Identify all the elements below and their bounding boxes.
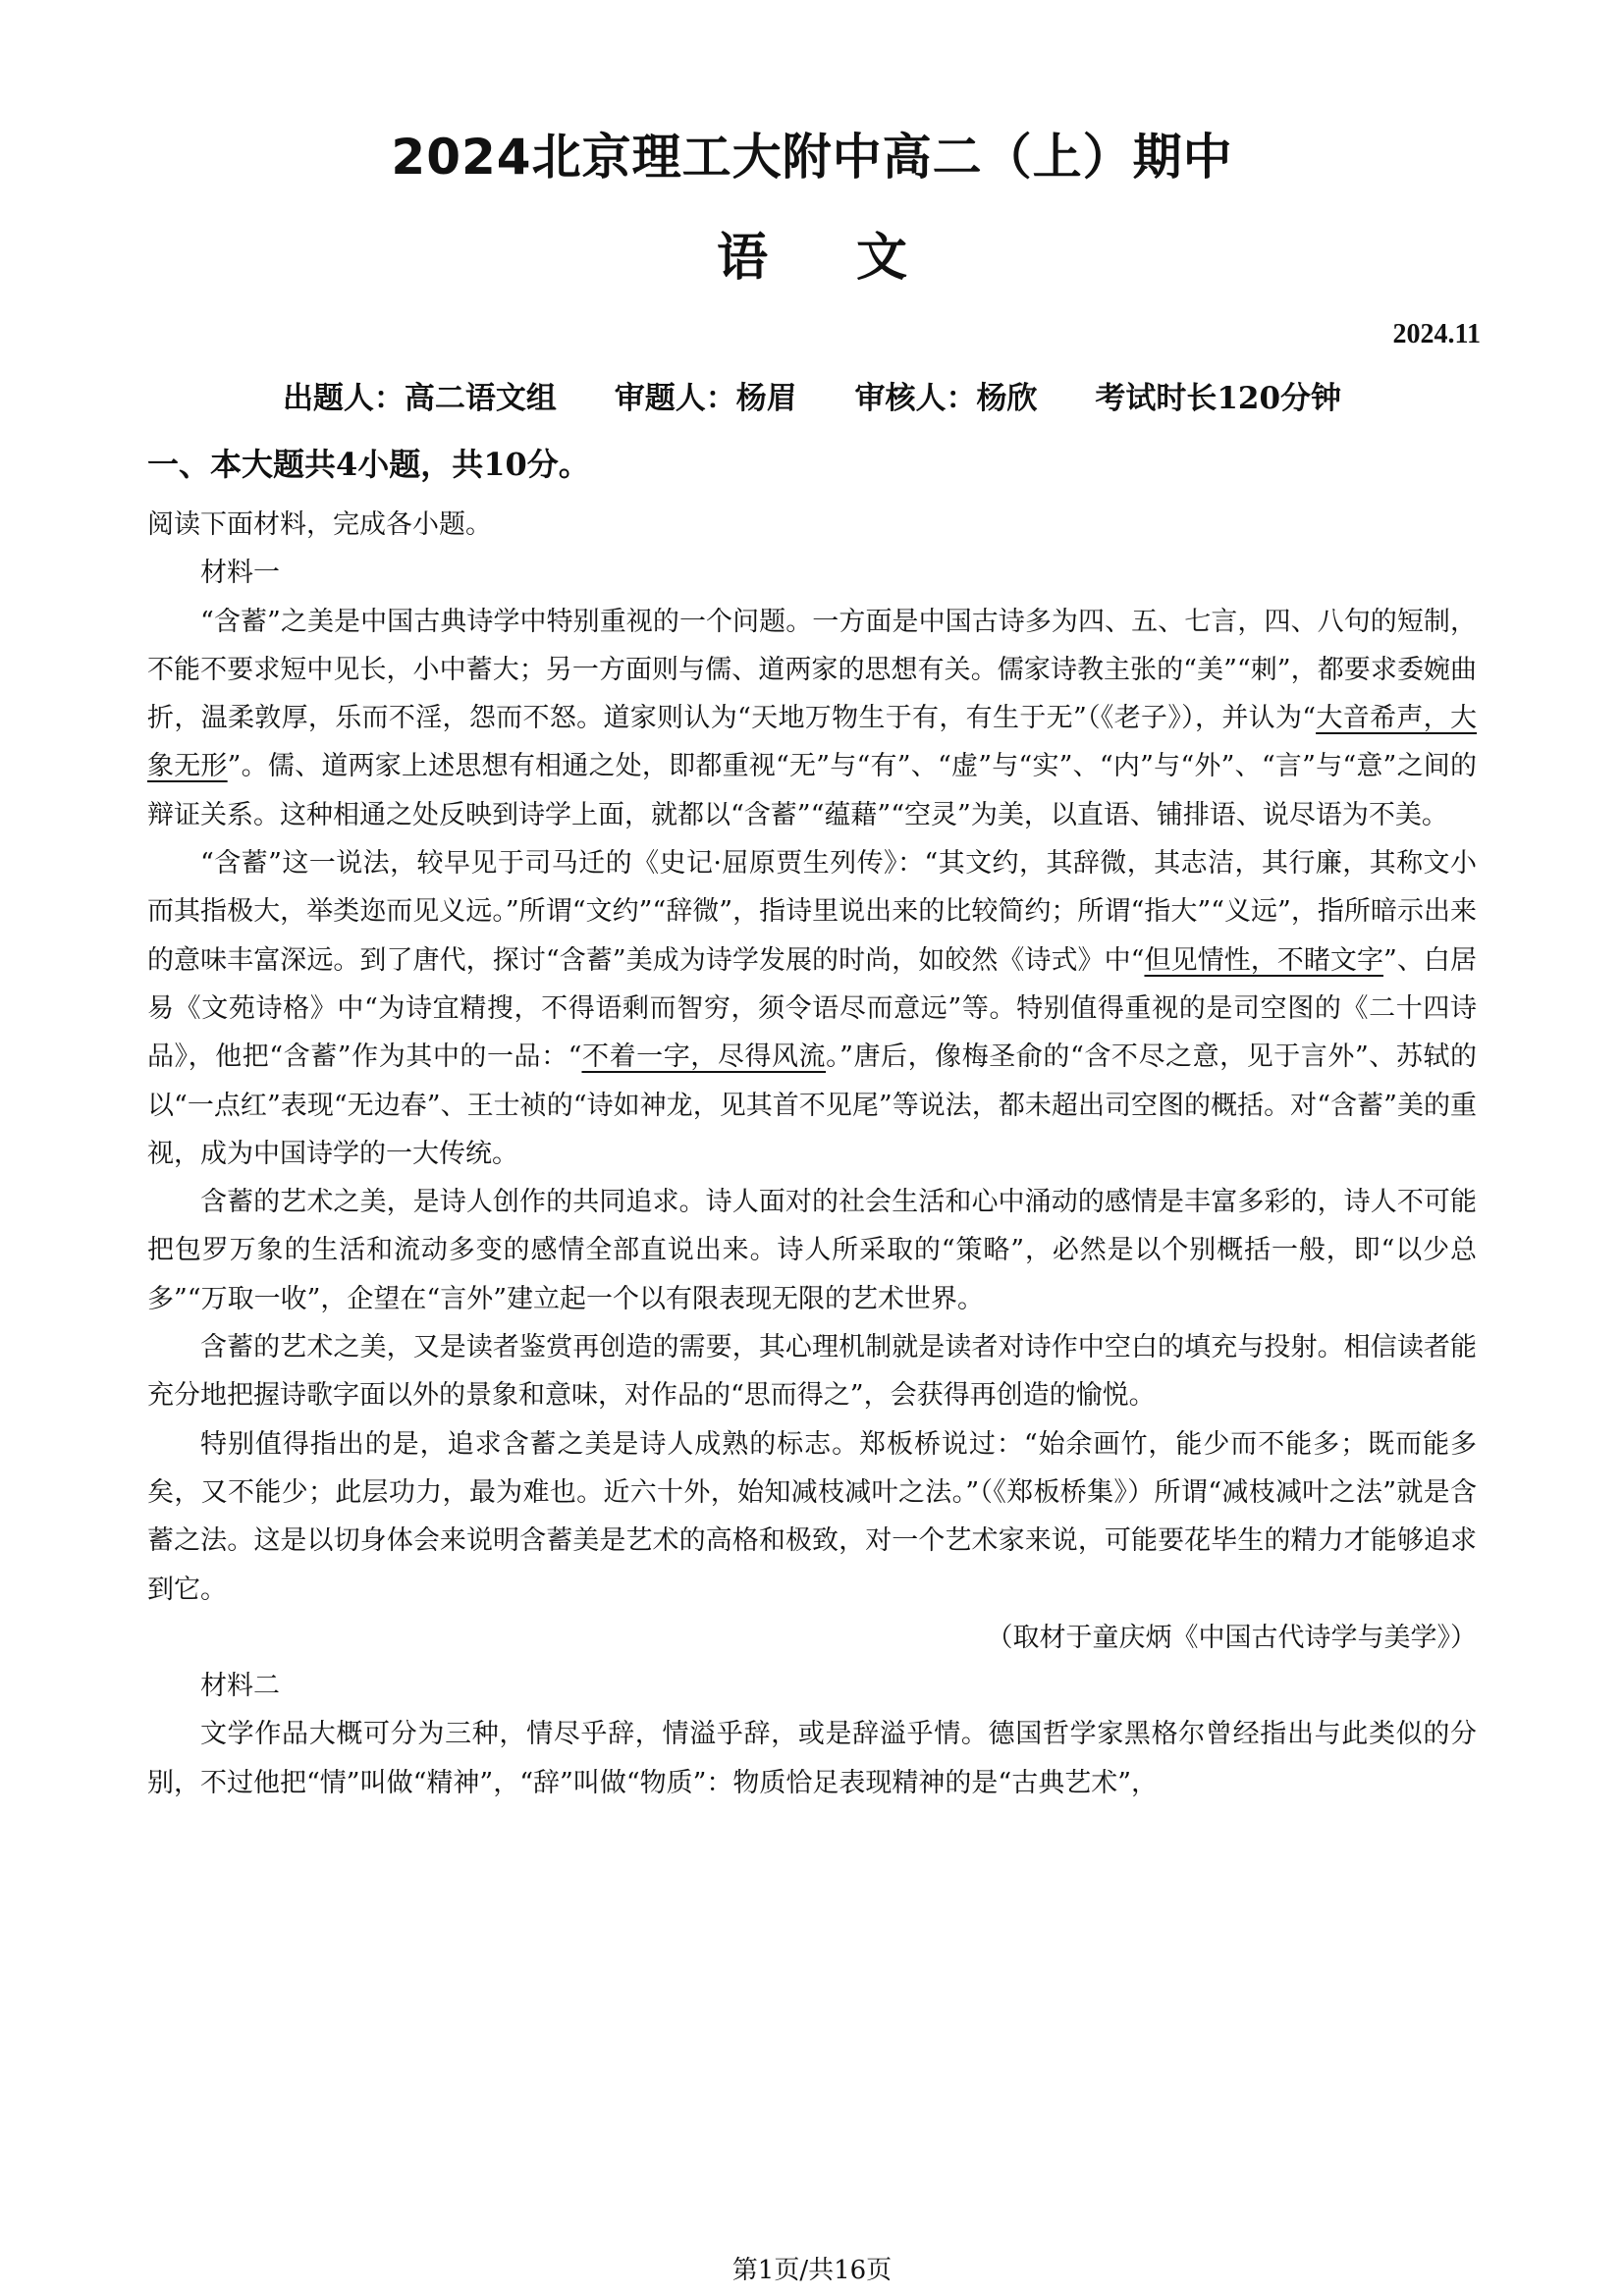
exam-staff-line (0, 373, 1624, 417)
underlined-quote: 大音希声，大象无形 (147, 703, 1477, 782)
exam-title: 2024北京理工大附中高二（上）期中 (391, 129, 1233, 186)
material-one-paragraph-3: 含蓄的艺术之美，是诗人创作的共同追求。诗人面对的社会生活和心中涌动的感情是丰富多彩的，诗人不可能把包罗万象的生活和流动多变的感情全部直说出来。诗人所采取的“策略”，必然是以个别概括一般，即“以少总多”“万取一收”，企望在“言外”建立起一个以有限表现无限的艺术世界。 (147, 1187, 1477, 1314)
question-setter: 出题人：高二语文组 (282, 381, 557, 416)
reviewer: 审题人：杨眉 (614, 381, 797, 416)
instruction: 阅读下面材料，完成各小题。 (147, 509, 492, 540)
section-heading: 一、本大题共4小题，共10分。 (147, 446, 590, 483)
underlined-quote: 不着一字，尽得风流 (581, 1041, 827, 1073)
material-one-paragraph-1: “含蓄”之美是中国古典诗学中特别重视的一个问题。一方面是中国古诗多为四、五、七言，四、八句的短制，不能不要求短中见长，小中蓄大；另一方面则与儒、道两家的思想有关。儒家诗教主张的“美”“刺”，都要求委婉曲折，温柔敦厚，乐而不淫，怨而不怒。道家则认为“天地万物生于有，有生于无”（《老子》），并认为“大音希声，大象无形”。儒、道两家上述思想有相通之处，即都重视“无”与“有”、“虚”与“实”、“内”与“外”、“言”与“意”之间的辩证关系。这种相通之处反映到诗学上面，就都以“含蓄”“蕴藉”“空灵”为美，以直语、铺排语、说尽语为不美。 (147, 606, 1478, 830)
material-one-paragraph-5: 特别值得指出的是，追求含蓄之美是诗人成熟的标志。郑板桥说过：“始余画竹，能少而不能多；既而能多矣，又不能少；此层功力，最为难也。近六十外，始知减枝减叶之法。”（《郑板桥集》）所谓“减枝减叶之法”就是含蓄之法。这是以切身体会来说明含蓄美是艺术的高格和极致，对一个艺术家来说，可能要花毕生的精力才能够追求到它。 (147, 1428, 1477, 1605)
page-number: 第1页/共16页 (731, 2256, 893, 2285)
auditor: 审核人：杨欣 (854, 381, 1038, 416)
material-one-paragraph-4: 含蓄的艺术之美，又是读者鉴赏再创造的需要，其心理机制就是读者对诗作中空白的填充与投射。相信读者能充分地把握诗歌字面以外的景象和意味，对作品的“思而得之”，会获得再创造的愉悦。 (147, 1332, 1477, 1412)
subject-title: 语文 (716, 229, 996, 288)
reading-passage (147, 501, 1477, 1807)
underlined-quote: 但见情性，不睹文字 (1144, 944, 1384, 976)
material-one-source: （取材于童庆炳《中国古代诗学与美学》） (986, 1622, 1477, 1653)
exam-duration: 考试时长120分钟 (1095, 381, 1342, 416)
exam-date: 2024.11 (1392, 319, 1481, 349)
material-two-paragraph-1: 文学作品大概可分为三种，情尽乎辞，情溢乎辞，或是辞溢乎情。德国哲学家黑格尔曾经指出与此类似的分别，不过他把“情”叫做“精神”，“辞”叫做“物质”：物质恰足表现精神的是“古典艺术”， (147, 1719, 1477, 1798)
material-one-paragraph-2: “含蓄”这一说法，较早见于司马迁的《史记·屈原贾生列传》：“其文约，其辞微，其志洁，其行廉，其称文小而其指极大，举类迩而见义远。”所谓“文约”“辞微”，指诗里说出来的比较简约；所谓“指大”“义远”，指所暗示出来的意味丰富深远。到了唐代，探讨“含蓄”美成为诗学发展的时尚，如皎然《诗式》中“但见情性，不睹文字”、白居易《文苑诗格》中“为诗宜精搜，不得语剩而智穷，须令语尽而意远”等。特别值得重视的是司空图的《二十四诗品》，他把“含蓄”作为其中的一品：“不着一字，尽得风流。”唐后，像梅圣俞的“含不尽之意，见于言外”、苏轼的以“一点红”表现“无边春”、王士祯的“诗如神龙，见其首不见尾”等说法，都未超出司空图的概括。对“含蓄”美的重视，成为中国诗学的一大传统。 (147, 848, 1477, 1169)
material-one-label: 材料一 (200, 558, 280, 589)
material-two-label: 材料二 (200, 1671, 280, 1702)
